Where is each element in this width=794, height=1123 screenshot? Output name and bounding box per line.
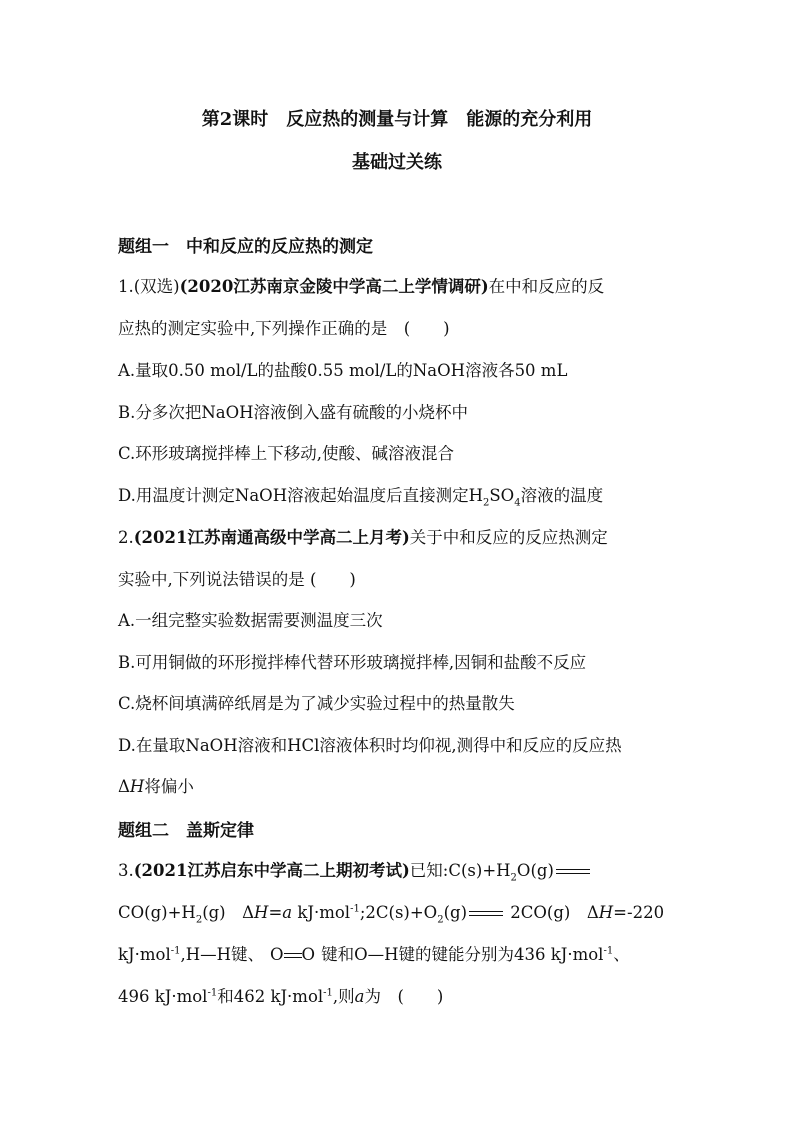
q2-number: 2. [118, 528, 134, 547]
q2-stem-text: 关于中和反应的反应热测定 [409, 528, 608, 547]
q1-d-sub2: 4 [514, 497, 521, 509]
group1-heading: 题组一 中和反应的反应热的测定 [118, 237, 373, 257]
q1-option-d [118, 482, 603, 508]
q3-l2-sub2: 2 [437, 914, 444, 926]
equals-sign-icon [556, 867, 590, 877]
equals-sign-icon [469, 909, 503, 919]
q1-number: 1.(双选) [118, 277, 180, 296]
q3-l2-h: =-220 [613, 903, 665, 922]
q2-option-a: A.一组完整实验数据需要测温度三次 [118, 611, 383, 630]
q3-l3-sup2: -1 [603, 945, 614, 957]
q2-stem [118, 524, 608, 548]
q3-l2-sub: 2 [195, 914, 203, 926]
q3-l2-e: ;2C(s)+O [359, 903, 438, 922]
q3-l3-sup: -1 [170, 945, 181, 957]
q3-l2-a: CO(g)+H [118, 903, 196, 922]
q3-stem-text2: O(g) [516, 861, 554, 880]
group2-heading: 题组二 盖斯定律 [118, 821, 254, 841]
q3-source: (2021江苏启东中学高二上期初考试) [133, 861, 410, 880]
q3-l3-c: 键和O—H键的键能分别为436 kJ·mol [321, 945, 604, 964]
q1-stem-text: 在中和反应的反 [488, 277, 605, 296]
q2-option-d: D.在量取NaOH溶液和HCl溶液体积时均仰视,测得中和反应的反应热 [118, 736, 622, 755]
q1-source: (2020江苏南京金陵中学高二上学情调研) [179, 277, 489, 296]
q1-stem [118, 273, 604, 297]
q1-d-sub: 2 [482, 497, 490, 509]
q3-l4-sup2: -1 [323, 987, 333, 999]
q1-d-post: 溶液的温度 [520, 486, 604, 505]
q1-option-b: B.分多次把NaOH溶液倒入盛有硫酸的小烧杯中 [118, 403, 469, 422]
q2-option-b: B.可用铜做的环形搅拌棒代替环形玻璃搅拌棒,因铜和盐酸不反应 [118, 653, 587, 672]
var-a: a [354, 987, 365, 1006]
delta-symbol: Δ [118, 777, 130, 796]
q3-sub: 2 [510, 872, 517, 884]
q3-l2-f: (g) [443, 903, 468, 922]
q3-l3-d: 、 [613, 945, 630, 964]
q1-option-c: C.环形玻璃搅拌棒上下移动,使酸、碱溶液混合 [118, 444, 455, 463]
oxygen-atom: O [270, 945, 284, 964]
h-symbol: H [254, 903, 269, 922]
q3-stem-text: 已知:C(s)+H [409, 861, 511, 880]
q2-stem-line2: 实验中,下列说法错误的是 ( ) [118, 570, 356, 589]
q3-line3 [118, 941, 630, 965]
var-a: a [282, 903, 293, 922]
q3-number: 3. [118, 861, 134, 880]
q3-l4-d: 为 ( ) [364, 987, 444, 1006]
q3-stem [118, 857, 592, 883]
q2-source: (2021江苏南通高级中学高二上月考) [133, 528, 410, 547]
h-symbol: H [129, 777, 145, 796]
q1-stem-line2: 应热的测定实验中,下列操作正确的是 ( ) [118, 319, 450, 338]
q2-d-line2-text: 将偏小 [144, 777, 194, 796]
q3-line2 [118, 899, 664, 925]
oxygen-atom: O [301, 945, 316, 964]
q3-l2-c: = [268, 903, 283, 922]
q3-line4 [118, 983, 443, 1007]
q3-l2-sup: -1 [350, 903, 360, 915]
q3-l4-sup: -1 [207, 987, 218, 999]
page-subtitle: 基础过关练 [352, 152, 442, 173]
q1-option-a: A.量取0.50 mol/L的盐酸0.55 mol/L的NaOH溶液各50 mL [118, 361, 568, 380]
q2-option-d-line2 [118, 773, 194, 797]
q2-option-c: C.烧杯间填满碎纸屑是为了减少实验过程中的热量散失 [118, 694, 515, 713]
q3-l3-b: ,H—H键、 [180, 945, 264, 964]
q3-l2-b: (g) Δ [202, 903, 255, 922]
q3-l2-g: 2CO(g) Δ [505, 903, 599, 922]
q3-l3-a: kJ·mol [118, 945, 171, 964]
q3-l4-a: 496 kJ·mol [118, 987, 208, 1006]
q3-l4-c: ,则 [332, 987, 355, 1006]
page-title: 第2课时 反应热的测量与计算 能源的充分利用 [201, 109, 593, 130]
q3-l2-d: kJ·mol [292, 903, 351, 922]
q1-d-mid: SO [489, 486, 515, 505]
q3-l4-b: 和462 kJ·mol [217, 987, 324, 1006]
oxygen-double-bond [270, 945, 315, 964]
h-symbol: H [598, 903, 614, 922]
double-bond-icon [284, 951, 302, 961]
q1-d-text: D.用温度计测定NaOH溶液起始温度后直接测定H [118, 486, 483, 505]
